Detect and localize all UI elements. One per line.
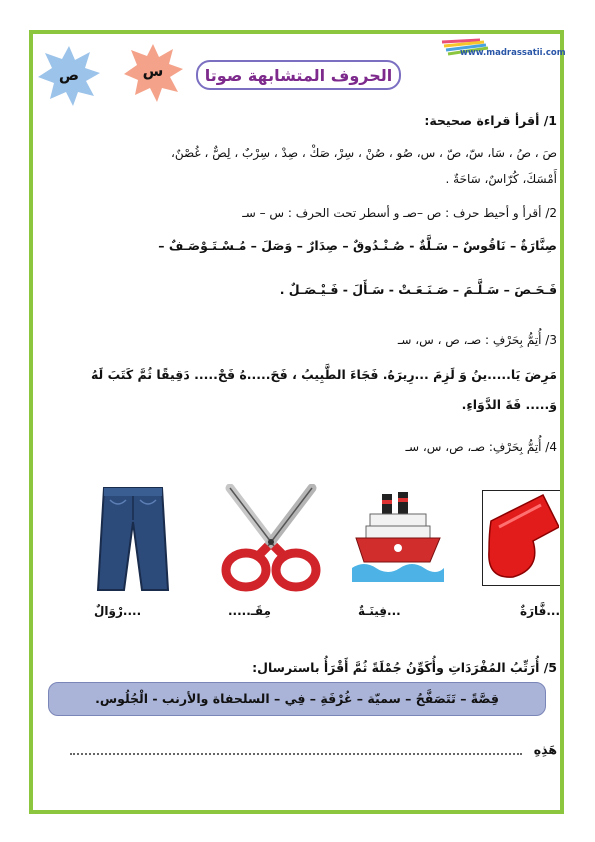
word-bank	[48, 682, 546, 716]
page-title: الحروف المتشابهة صوتا	[204, 66, 393, 85]
whistle-icon	[483, 491, 559, 585]
star-badge-left	[36, 44, 102, 106]
ex3-heading: 3/ أُتِمُّ بِحَرْفِ : صـ، ص ، س، سـ	[397, 333, 557, 347]
ship-icon	[352, 490, 444, 582]
ex1-line-1: صَ ، صُ ، سَا، سّ، صّ ، س، صُو ، صُنْ ، سِرْ، صَكْ ، صِدْ ، سِرْبٌ ، لِصٌّ ، غُصْنٌ،	[171, 146, 557, 160]
scissors-icon	[212, 484, 330, 592]
ex3-line-1: مَرِضَ يَا.....ينُ وَ لَزِمَ ...رِيرَهُ. فَجَاءَ الطَّبِيبُ ، فَحَ.....هُ فَحْ..... دَقِيقًا ثُمَّ كَتَبَ لَهُ	[90, 367, 557, 382]
answer-start: هَذِهِ	[533, 742, 557, 757]
ex1-line-2: أَمْسَكَ، كُرّاسٌ، سَاحَةٌ .	[445, 172, 557, 186]
site-logo	[440, 38, 566, 64]
scissors-label: مِقَـ.....	[228, 604, 271, 618]
star-right-letter: س	[142, 62, 164, 80]
trousers-icon	[96, 486, 170, 594]
word-bank-text: قِصَّةً – تَتَصَفَّحُ – سميّة – غُرْفَةِ – فِي – السلحفاة والأرنب - الْجُلُوس.	[95, 691, 499, 706]
ex5-heading: 5/ أُرَتِّبُ المُفْرَدَاتِ وأُكَوِّنُ جُمْلَةً ثُمَّ أَقْرَأُ باسترسال:	[252, 660, 557, 675]
trousers-picture	[96, 486, 170, 594]
ship-label: ...فِينَـةٌ	[358, 604, 401, 618]
answer-line[interactable]	[70, 752, 522, 755]
page-title-box	[196, 60, 401, 90]
ship-picture	[352, 490, 444, 582]
ex1-heading: 1/ أقرأ قراءة صحيحة:	[424, 113, 557, 128]
logo-text: www.madrassatii.com	[460, 48, 566, 58]
ex2-line-2: فَـحَـصَ – سَـلَّـمَ – صَـنَـعَـتْ - سَـأَلَ - فَـيْـصَـلٌ .	[279, 282, 557, 297]
star-badge-right	[122, 42, 184, 102]
ex2-heading: 2/ أقرأ و أحيط حرف : ص –صـ و أسطر تحت الحرف : س – سـ	[242, 206, 557, 220]
whistle-label: ...فَّارَةٌ	[520, 604, 561, 618]
trousers-label: ....رْوَالٌ	[94, 604, 142, 618]
whistle-picture	[482, 490, 560, 586]
star-left-letter: ص	[58, 66, 80, 84]
ex4-heading: 4/ أُتِمُّ بِحَرْفِ: صـ، ص، س، سـ	[405, 440, 557, 454]
ex2-line-1: صِنَّارَةٌ – نَاقُوسٌ – سَـلَّةٌ - صُـنْـدُوقٌ – صِدَارٌ – وَصَلَ – مُـسْـتَـوْصَـفٌ –	[158, 238, 557, 253]
scissors-picture	[212, 484, 330, 592]
ex3-line-2: وَ..... فَةَ الدَّوَاءِ.	[461, 397, 557, 412]
